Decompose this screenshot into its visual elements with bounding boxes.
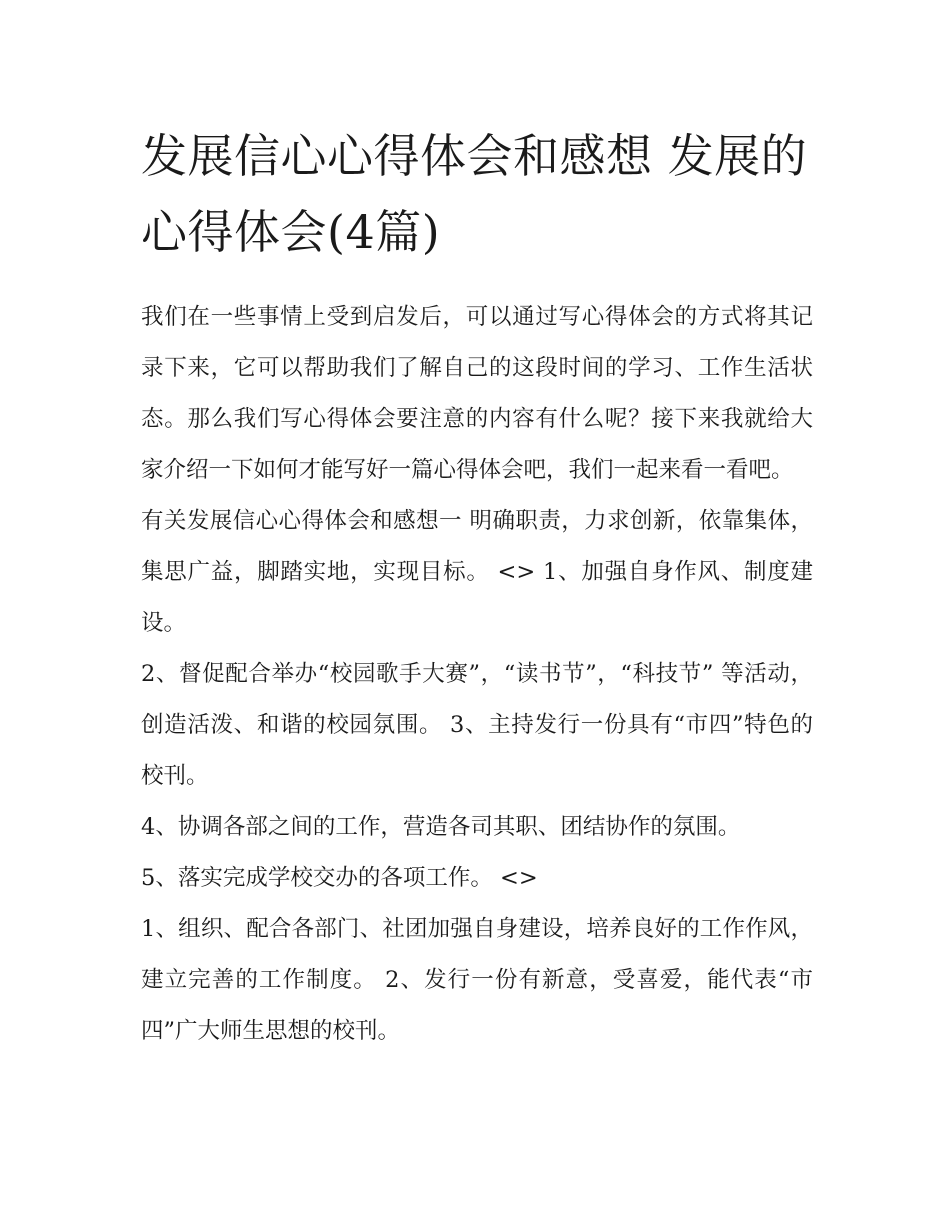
paragraph-intro: 我们在一些事情上受到启发后，可以通过写心得体会的方式将其记录下来，它可以帮助我们了解自己的这段时间的学习、工作生活状态。那么我们写心得体会要注意的内容有什么呢？接下来我就给大家介绍一下如何才能写好一篇心得体会吧，我们一起来看一看吧。 — [141, 304, 813, 483]
paragraph-item-2: 2、督促配合举办“校园歌手大赛”，“读书节”，“科技节” 等活动，创造活泼、和谐的校园氛围。 3、主持发行一份具有“市四”特色的校刊。 — [141, 661, 813, 789]
paragraph-plan: 1、组织、配合各部门、社团加强自身建设，培养良好的工作作风，建立完善的工作制度。 2、发行一份有新意，受喜爱，能代表“市四”广大师生思想的校刊。 — [141, 916, 813, 1044]
paragraph-goals: 有关发展信心心得体会和感想一 明确职责，力求创新，依靠集体，集思广益，脚踏实地，实现目标。 <> 1、加强自身作风、制度建设。 — [141, 508, 813, 636]
document-page — [141, 118, 813, 1057]
document-title: 发展信心心得体会和感想 发展的心得体会(4篇) — [141, 129, 808, 259]
paragraph-item-5: 5、落实完成学校交办的各项工作。 <> — [141, 865, 538, 891]
paragraph-item-4: 4、协调各部之间的工作，营造各司其职、团结协作的氛围。 — [141, 814, 741, 840]
